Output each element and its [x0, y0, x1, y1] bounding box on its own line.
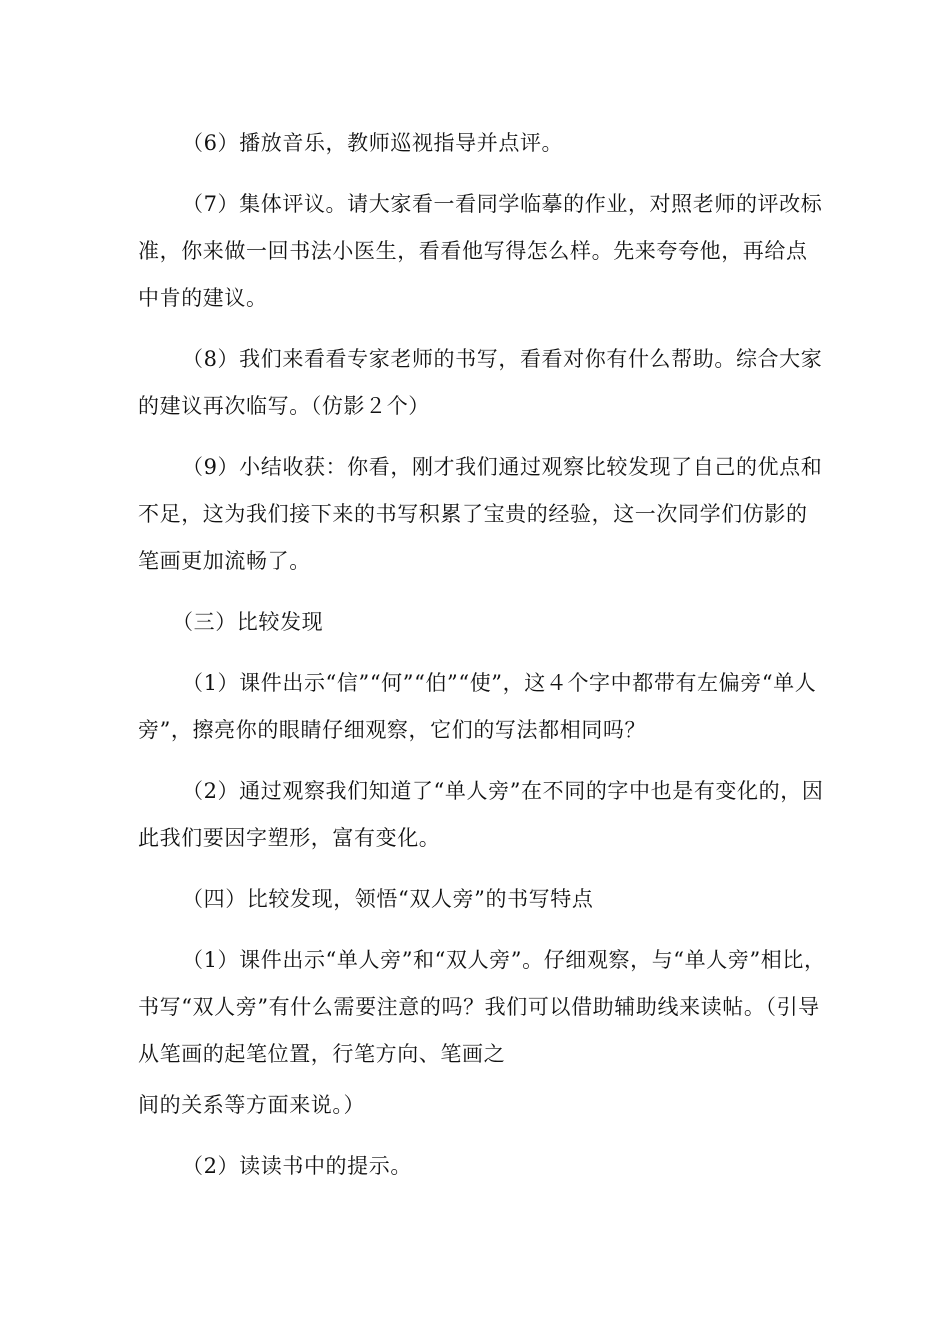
paragraph-double-radical-step-1-continuation: 间的关系等方面来说。）: [138, 1093, 366, 1117]
paragraph-step-6: （6）播放音乐，教师巡视指导并点评。: [182, 131, 564, 155]
paragraph-step-8: （8）我们来看看专家老师的书写，看看对你有什么帮助。综合大家的建议再次临写。（仿影２个）: [138, 347, 823, 418]
document-body: [138, 120, 828, 1204]
section-heading-double-person-radical: （四）比较发现，领悟“双人旁”的书写特点: [182, 887, 594, 911]
paragraph-step-9: （9）小结收获：你看，刚才我们通过观察比较发现了自己的优点和不足，这为我们接下来的书写积累了宝贵的经验，这一次同学们仿影的笔画更加流畅了。: [138, 455, 823, 573]
section-heading-compare-discover: （三）比较发现: [172, 610, 324, 634]
paragraph-double-radical-step-1: （1）课件出示“单人旁”和“双人旁”。仔细观察，与“单人旁”相比，书写“双人旁”有什么需要注意的吗？我们可以借助辅助线来读帖。（引导从笔画的起笔位置，行笔方向、笔画之: [138, 948, 826, 1066]
paragraph-double-radical-step-2: （2）读读书中的提示。: [182, 1154, 412, 1178]
paragraph-compare-step-1: （1）课件出示“信”“何”“伯”“使”，这４个字中都带有左偏旁“单人旁”，擦亮你的眼睛仔细观察，它们的写法都相同吗？: [138, 671, 817, 742]
paragraph-step-7: （7）集体评议。请大家看一看同学临摹的作业，对照老师的评改标准，你来做一回书法小医生，看看他写得怎么样。先来夸夸他，再给点中肯的建议。: [138, 192, 823, 310]
paragraph-compare-step-2: （2）通过观察我们知道了“单人旁”在不同的字中也是有变化的，因此我们要因字塑形，富有变化。: [138, 779, 824, 850]
